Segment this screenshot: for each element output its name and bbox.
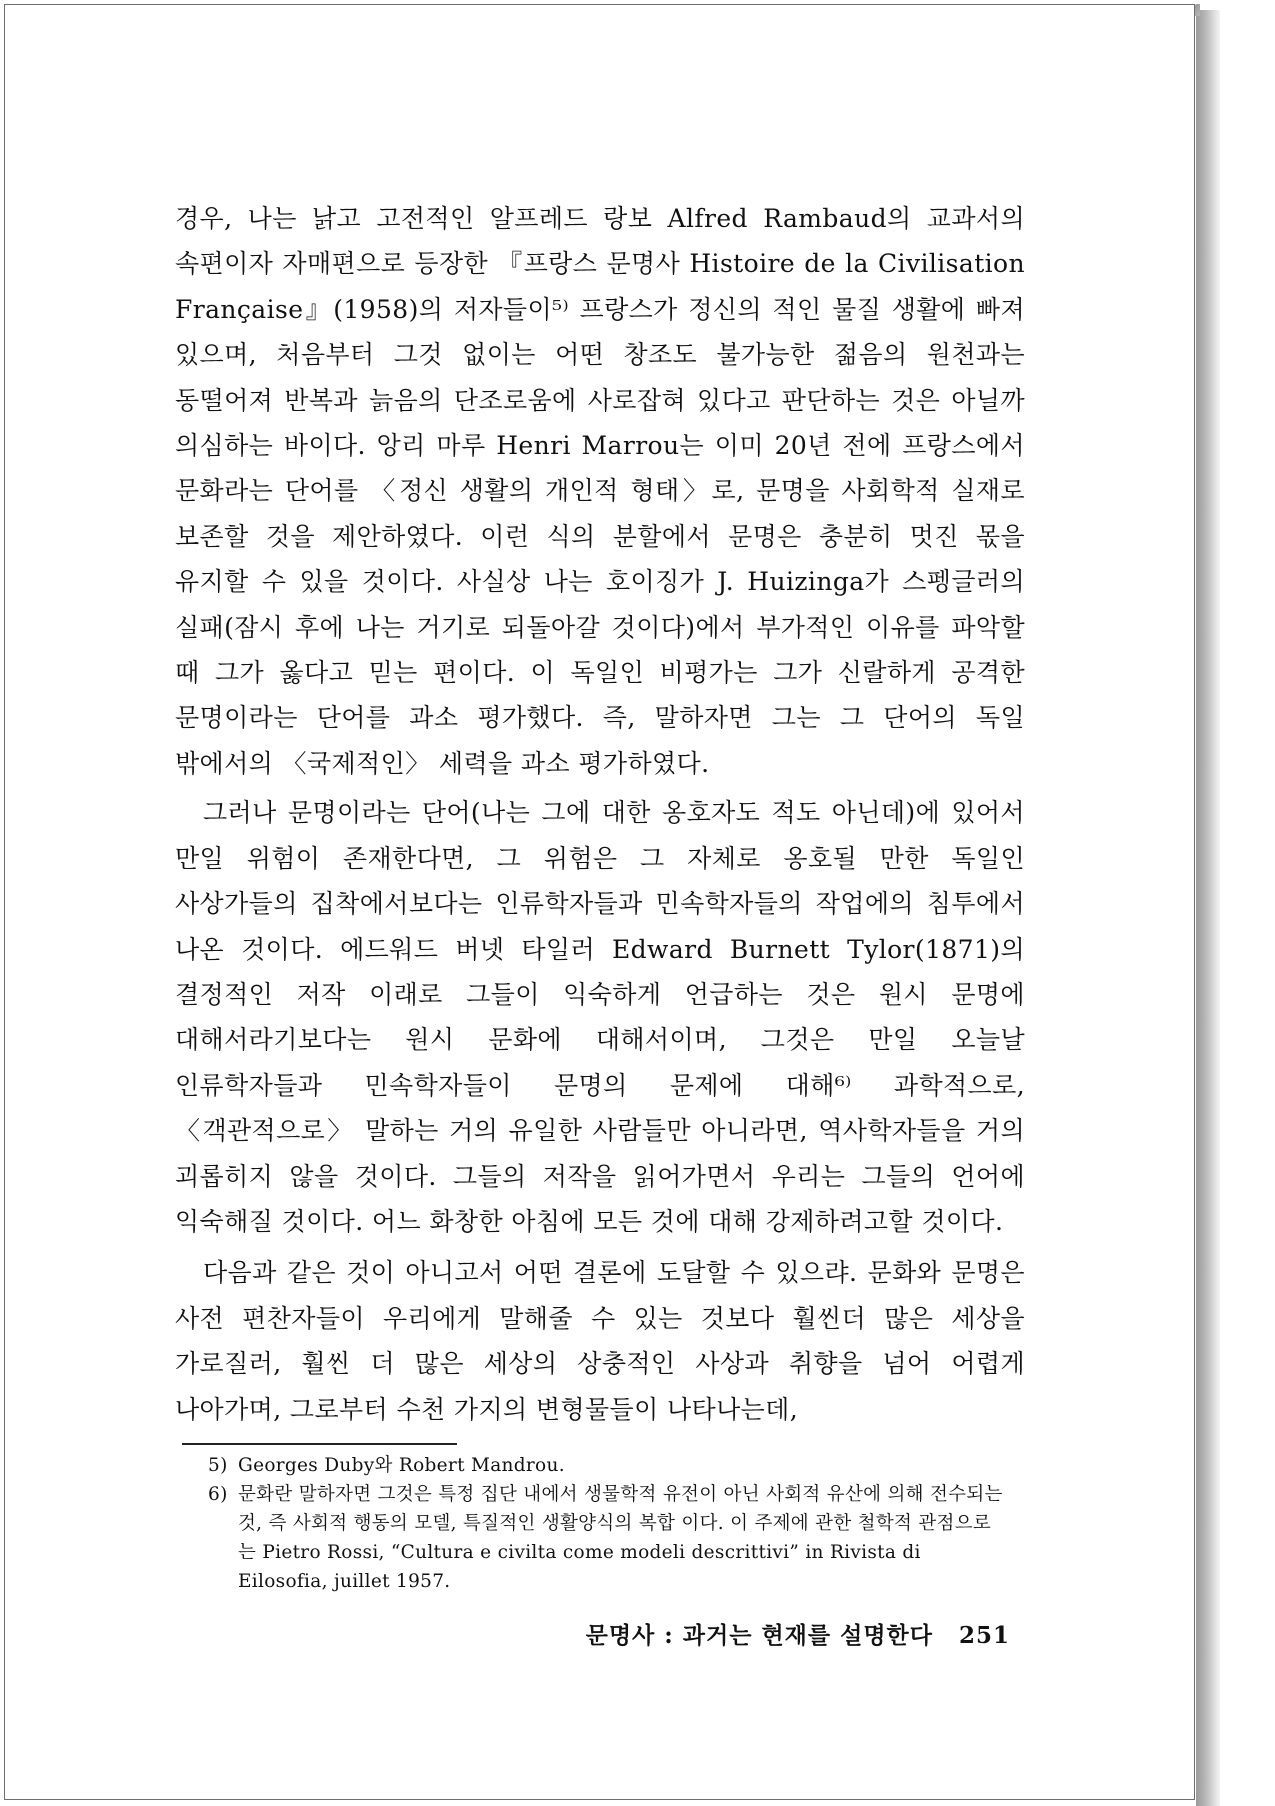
footnote-number: 6) — [208, 1484, 228, 1505]
page-edge-shadow — [1196, 10, 1220, 1806]
running-footer — [580, 1617, 1010, 1650]
footnotes — [208, 1451, 1008, 1596]
footnote-divider — [182, 1443, 457, 1445]
page-number: 251 — [958, 1622, 1010, 1649]
running-title: 문명사 : 과거는 현재를 설명한다 — [585, 1622, 933, 1649]
footnote-text: Georges Duby와 Robert Mandrou. — [238, 1455, 565, 1476]
paragraph-2: 그러나 문명이라는 단어(나는 그에 대한 옹호자도 적도 아닌데)에 있어서 만일 위험이 존재한다면, 그 위험은 그 자체로 옹호될 만한 독일인 사상가들의 집착에서보다는 인류학자들과 민속학자들의 작업에의 침투에서 나온 것이다. 에드워드 버넷 타일러 Edward Burnett Tylor(1871)의 결정적인 저작 이래로 그들이 익숙하게 언급하는 것은 원시 문명에 대해서라기보다는 원시 문화에 대해서이며, 그것은 만일 오늘날 인류학자들과 민속학자들이 문명의 문제에 대해⁶⁾ 과학적으로, 〈객관적으로〉 말하는 거의 유일한 사람들만 아니라면, 역사학자들을 거의 괴롭히지 않을 것이다. 그들의 저작을 읽어가면서 우리는 그들의 언어에 익숙해질 것이다. 어느 화창한 아침에 모든 것에 대해 강제하려고할 것이다. — [175, 798, 1025, 1236]
paragraph-1: 경우, 나는 낡고 고전적인 알프레드 랑보 Alfred Rambaud의 교과서의 속편이자 자매편으로 등장한 『프랑스 문명사 Histoire de la Civilisation Française』(1958)의 저자들이⁵⁾ 프랑스가 정신의 적인 물질 생활에 빠져 있으며, 처음부터 그것 없이는 어떤 창조도 불가능한 젊음의 원천과는 동떨어져 반복과 늙음의 단조로움에 사로잡혀 있다고 판단하는 것은 아닐까 의심하는 바이다. 앙리 마루 Henri Marrou는 이미 20년 전에 프랑스에서 문화라는 단어를 〈정신 생활의 개인적 형태〉로, 문명을 사회학적 실재로 보존할 것을 제안하였다. 이런 식의 분할에서 문명은 충분히 멋진 몫을 유지할 수 있을 것이다. 사실상 나는 호이징가 J. Huizinga가 스펭글러의 실패(잠시 후에 나는 거기로 되돌아갈 것이다)에서 부가적인 이유를 파악할 때 그가 옳다고 믿는 편이다. 이 독일인 비평가는 그가 신랄하게 공격한 문명이라는 단어를 과소 평가했다. 즉, 말하자면 그는 그 단어의 독일 밖에서의 〈국제적인〉 세력을 과소 평가하였다. — [175, 204, 1025, 778]
footnote-5 — [208, 1451, 1008, 1480]
footnote-6 — [208, 1480, 1008, 1596]
body-text — [175, 196, 1025, 1432]
paragraph-3: 다음과 같은 것이 아니고서 어떤 결론에 도달할 수 있으랴. 문화와 문명은 사전 편찬자들이 우리에게 말해줄 수 있는 것보다 훨씬더 많은 세상을 가로질러, 훨씬 더 많은 세상의 상충적인 사상과 취향을 넘어 어렵게 나아가며, 그로부터 수천 가지의 변형물들이 나타나는데, — [175, 1258, 1025, 1424]
footnote-text: 문화란 말하자면 그것은 특정 집단 내에서 생물학적 유전이 아닌 사회적 유산에 의해 전수되는 것, 즉 사회적 행동의 모델, 특질적인 생활양식의 복합 이다. 이 주제에 관한 철학적 관점으로는 Pietro Rossi, “Cultura e civilta come modeli descrittivi” in Rivista di Eilosofia, juillet 1957. — [238, 1484, 1003, 1592]
footnote-number: 5) — [208, 1455, 228, 1476]
